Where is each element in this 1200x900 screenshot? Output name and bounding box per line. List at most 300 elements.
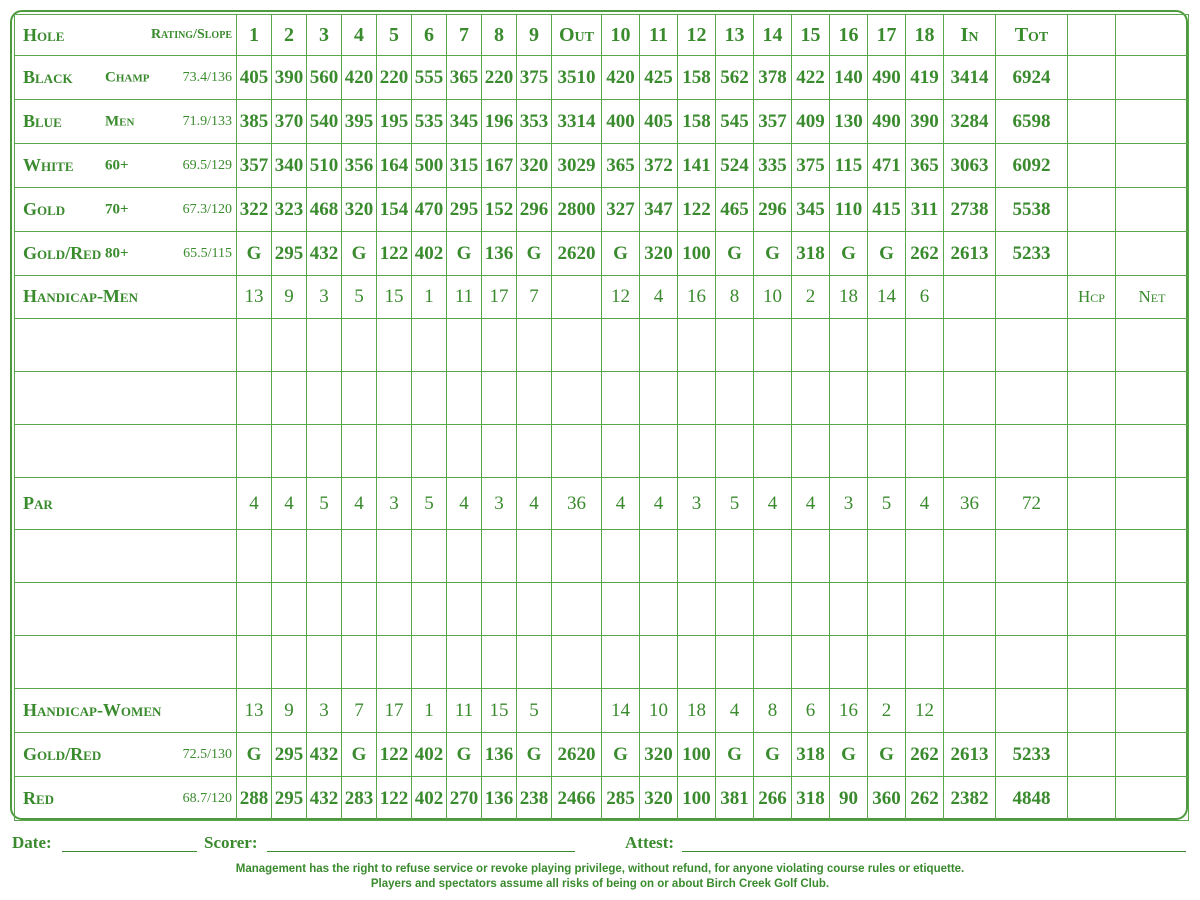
- handicap-women-front-2: 9: [272, 689, 307, 733]
- score-cell[interactable]: [944, 425, 996, 478]
- score-cell[interactable]: [792, 530, 830, 583]
- yardage-front-3: 540: [307, 100, 342, 144]
- tee-row: [15, 144, 1189, 188]
- handicap-women-front-6: 1: [412, 689, 447, 733]
- yardage-back-12: 158: [678, 56, 716, 100]
- yardage-front-7: G: [447, 733, 482, 777]
- par-front-1: 4: [237, 478, 272, 530]
- tot-empty: [996, 276, 1068, 319]
- tot-header: Tot: [996, 15, 1068, 56]
- score-cell[interactable]: [377, 636, 412, 689]
- score-cell[interactable]: [482, 583, 517, 636]
- hcp-cell: [1068, 100, 1116, 144]
- score-cell[interactable]: [377, 530, 412, 583]
- hole-number-14: 14: [754, 15, 792, 56]
- score-cell[interactable]: [412, 530, 447, 583]
- score-cell[interactable]: [447, 425, 482, 478]
- score-cell[interactable]: [640, 319, 678, 372]
- yardage-back-11: 320: [640, 733, 678, 777]
- hcp-cell: [1068, 777, 1116, 821]
- yardage-back-18: 390: [906, 100, 944, 144]
- notice-line-2: Players and spectators assume all risks of being on or about Birch Creek Golf Club.: [370, 878, 830, 890]
- score-cell[interactable]: [482, 425, 517, 478]
- score-cell[interactable]: [412, 636, 447, 689]
- yardage-back-17: 471: [868, 144, 906, 188]
- yardage-back-16: 110: [830, 188, 868, 232]
- handicap-men-front-1: 13: [237, 276, 272, 319]
- handicap-men-back-10: 12: [602, 276, 640, 319]
- yardage-front-1: 288: [237, 777, 272, 821]
- yardage-front-6: 402: [412, 232, 447, 276]
- score-cell[interactable]: [792, 583, 830, 636]
- score-cell[interactable]: [1116, 319, 1189, 372]
- score-cell[interactable]: [996, 425, 1068, 478]
- score-cell[interactable]: [640, 372, 678, 425]
- yardage-back-14: G: [754, 232, 792, 276]
- yardage-back-10: 285: [602, 777, 640, 821]
- yardage-back-10: 365: [602, 144, 640, 188]
- score-cell[interactable]: [868, 583, 906, 636]
- player-name-cell[interactable]: [15, 530, 237, 583]
- score-cell[interactable]: [552, 319, 602, 372]
- net-cell: [1116, 232, 1189, 276]
- handicap-men-back-12: 16: [678, 276, 716, 319]
- out-header: Out: [552, 15, 602, 56]
- yardage-back-11: 405: [640, 100, 678, 144]
- hcp-cell: [1068, 733, 1116, 777]
- score-cell[interactable]: [342, 425, 377, 478]
- score-cell[interactable]: [906, 530, 944, 583]
- score-cell[interactable]: [602, 583, 640, 636]
- score-cell[interactable]: [716, 425, 754, 478]
- hcp-cell: [1068, 56, 1116, 100]
- yardage-front-5: 220: [377, 56, 412, 100]
- score-cell[interactable]: [906, 636, 944, 689]
- in-total: 2613: [944, 232, 996, 276]
- par-front-6: 5: [412, 478, 447, 530]
- yardage-back-14: 378: [754, 56, 792, 100]
- score-cell[interactable]: [792, 319, 830, 372]
- score-cell[interactable]: [830, 425, 868, 478]
- score-cell[interactable]: [678, 530, 716, 583]
- score-cell[interactable]: [906, 372, 944, 425]
- score-cell[interactable]: [678, 319, 716, 372]
- yardage-back-17: G: [868, 733, 906, 777]
- score-cell[interactable]: [307, 583, 342, 636]
- tee-name: Blue: [23, 110, 62, 131]
- yardage-front-6: 402: [412, 733, 447, 777]
- in-total: 2613: [944, 733, 996, 777]
- yardage-back-13: 465: [716, 188, 754, 232]
- header-row: [15, 15, 1189, 56]
- score-cell[interactable]: [1068, 530, 1116, 583]
- player-name-cell[interactable]: [15, 636, 237, 689]
- net-cell: [1116, 56, 1189, 100]
- score-cell[interactable]: [517, 319, 552, 372]
- score-cell[interactable]: [1068, 372, 1116, 425]
- yardage-front-9: 353: [517, 100, 552, 144]
- score-entry-row: [15, 425, 1189, 478]
- par-row: [15, 478, 1189, 530]
- score-cell[interactable]: [237, 319, 272, 372]
- yardage-back-18: 365: [906, 144, 944, 188]
- yardage-front-4: 356: [342, 144, 377, 188]
- score-cell[interactable]: [868, 319, 906, 372]
- hole-number-1: 1: [237, 15, 272, 56]
- score-cell[interactable]: [1116, 372, 1189, 425]
- tee-rating: 71.9/133: [182, 113, 232, 129]
- score-cell[interactable]: [792, 636, 830, 689]
- in-total: 3063: [944, 144, 996, 188]
- date-field[interactable]: [62, 851, 197, 852]
- score-cell[interactable]: [906, 583, 944, 636]
- out-total: 2620: [552, 733, 602, 777]
- yardage-back-14: 357: [754, 100, 792, 144]
- yardage-front-9: 238: [517, 777, 552, 821]
- score-cell[interactable]: [307, 636, 342, 689]
- score-cell[interactable]: [237, 530, 272, 583]
- score-cell[interactable]: [272, 583, 307, 636]
- score-cell[interactable]: [447, 583, 482, 636]
- yardage-front-6: 535: [412, 100, 447, 144]
- tot-total: 5233: [996, 232, 1068, 276]
- score-cell[interactable]: [906, 319, 944, 372]
- handicap-men-row: [15, 276, 1189, 319]
- hole-number-4: 4: [342, 15, 377, 56]
- score-cell[interactable]: [868, 372, 906, 425]
- score-cell[interactable]: [552, 636, 602, 689]
- par-front-5: 3: [377, 478, 412, 530]
- score-cell[interactable]: [996, 636, 1068, 689]
- hole-number-11: 11: [640, 15, 678, 56]
- score-cell[interactable]: [754, 425, 792, 478]
- score-cell[interactable]: [342, 636, 377, 689]
- score-cell[interactable]: [1068, 583, 1116, 636]
- attest-field[interactable]: [682, 851, 1186, 852]
- yardage-back-12: 141: [678, 144, 716, 188]
- score-cell[interactable]: [830, 319, 868, 372]
- hole-label: Hole: [23, 24, 65, 45]
- tee-rating: 68.7/120: [182, 790, 232, 806]
- score-cell[interactable]: [944, 636, 996, 689]
- score-cell[interactable]: [716, 530, 754, 583]
- yardage-front-5: 164: [377, 144, 412, 188]
- score-cell[interactable]: [552, 530, 602, 583]
- score-cell[interactable]: [716, 372, 754, 425]
- score-cell[interactable]: [1068, 425, 1116, 478]
- score-cell[interactable]: [342, 372, 377, 425]
- handicap-men-back-15: 2: [792, 276, 830, 319]
- tot-empty: [996, 689, 1068, 733]
- yardage-back-17: 490: [868, 100, 906, 144]
- score-cell[interactable]: [640, 425, 678, 478]
- yardage-front-2: 295: [272, 232, 307, 276]
- score-cell[interactable]: [1068, 319, 1116, 372]
- par-text: Par: [23, 492, 53, 513]
- yardage-back-14: 266: [754, 777, 792, 821]
- yardage-back-12: 100: [678, 733, 716, 777]
- score-cell[interactable]: [1068, 636, 1116, 689]
- score-cell[interactable]: [412, 583, 447, 636]
- score-cell[interactable]: [237, 425, 272, 478]
- yardage-front-6: 555: [412, 56, 447, 100]
- player-name-cell[interactable]: [15, 319, 237, 372]
- score-cell[interactable]: [412, 372, 447, 425]
- score-cell[interactable]: [754, 583, 792, 636]
- score-cell[interactable]: [237, 583, 272, 636]
- hole-number-13: 13: [716, 15, 754, 56]
- date-label: Date:: [12, 833, 52, 852]
- score-cell[interactable]: [716, 583, 754, 636]
- tot-total: 4848: [996, 777, 1068, 821]
- score-cell[interactable]: [602, 372, 640, 425]
- score-cell[interactable]: [1116, 530, 1189, 583]
- score-cell[interactable]: [237, 372, 272, 425]
- handicap-women-back-16: 16: [830, 689, 868, 733]
- score-cell[interactable]: [716, 319, 754, 372]
- score-cell[interactable]: [868, 530, 906, 583]
- score-cell[interactable]: [678, 583, 716, 636]
- tee-group: 60+: [105, 157, 129, 173]
- score-cell[interactable]: [754, 372, 792, 425]
- score-cell[interactable]: [552, 372, 602, 425]
- score-cell[interactable]: [602, 636, 640, 689]
- score-cell[interactable]: [602, 319, 640, 372]
- yardage-back-10: G: [602, 232, 640, 276]
- score-cell[interactable]: [237, 636, 272, 689]
- hcp-cell: [1068, 689, 1116, 733]
- in-total: 2382: [944, 777, 996, 821]
- yardage-back-17: G: [868, 232, 906, 276]
- score-cell[interactable]: [342, 319, 377, 372]
- handicap-women-text: Handicap-Women: [23, 699, 162, 720]
- score-cell[interactable]: [482, 319, 517, 372]
- handicap-men-front-2: 9: [272, 276, 307, 319]
- tee-group: 80+: [105, 245, 129, 261]
- hcp-cell: [1068, 232, 1116, 276]
- player-name-cell[interactable]: [15, 425, 237, 478]
- score-cell[interactable]: [1116, 583, 1189, 636]
- yardage-front-9: 320: [517, 144, 552, 188]
- score-cell[interactable]: [906, 425, 944, 478]
- handicap-men-back-11: 4: [640, 276, 678, 319]
- scorer-field[interactable]: [267, 851, 575, 852]
- score-cell[interactable]: [1116, 636, 1189, 689]
- score-cell[interactable]: [754, 530, 792, 583]
- score-cell[interactable]: [830, 636, 868, 689]
- yardage-back-14: 296: [754, 188, 792, 232]
- handicap-men-back-18: 6: [906, 276, 944, 319]
- net-header: Net: [1116, 276, 1189, 319]
- score-cell[interactable]: [307, 372, 342, 425]
- player-name-cell[interactable]: [15, 372, 237, 425]
- yardage-front-5: 122: [377, 777, 412, 821]
- yardage-front-2: 295: [272, 733, 307, 777]
- score-cell[interactable]: [678, 636, 716, 689]
- yardage-back-10: 400: [602, 100, 640, 144]
- score-cell[interactable]: [342, 583, 377, 636]
- score-cell[interactable]: [944, 583, 996, 636]
- yardage-front-1: 405: [237, 56, 272, 100]
- score-cell[interactable]: [678, 372, 716, 425]
- handicap-women-front-9: 5: [517, 689, 552, 733]
- score-cell[interactable]: [868, 425, 906, 478]
- yardage-front-7: G: [447, 232, 482, 276]
- score-cell[interactable]: [552, 583, 602, 636]
- tee-label: [15, 188, 237, 232]
- score-cell[interactable]: [482, 530, 517, 583]
- score-cell[interactable]: [447, 319, 482, 372]
- par-back-11: 4: [640, 478, 678, 530]
- score-cell[interactable]: [754, 636, 792, 689]
- score-cell[interactable]: [307, 425, 342, 478]
- hcp-header: Hcp: [1068, 276, 1116, 319]
- score-cell[interactable]: [678, 425, 716, 478]
- hole-number-7: 7: [447, 15, 482, 56]
- yardage-front-8: 220: [482, 56, 517, 100]
- net-cell: [1116, 777, 1189, 821]
- yardage-front-3: 432: [307, 232, 342, 276]
- score-cell[interactable]: [830, 372, 868, 425]
- score-cell[interactable]: [342, 530, 377, 583]
- score-cell[interactable]: [716, 636, 754, 689]
- yardage-back-15: 345: [792, 188, 830, 232]
- yardage-front-1: 357: [237, 144, 272, 188]
- yardage-back-13: G: [716, 733, 754, 777]
- score-cell[interactable]: [996, 530, 1068, 583]
- score-cell[interactable]: [996, 372, 1068, 425]
- yardage-back-11: 425: [640, 56, 678, 100]
- score-cell[interactable]: [792, 425, 830, 478]
- yardage-front-4: 395: [342, 100, 377, 144]
- score-cell[interactable]: [272, 319, 307, 372]
- hcp-header-empty: [1068, 15, 1116, 56]
- yardage-front-3: 510: [307, 144, 342, 188]
- yardage-back-15: 318: [792, 777, 830, 821]
- score-cell[interactable]: [377, 372, 412, 425]
- score-cell[interactable]: [944, 319, 996, 372]
- yardage-back-10: 420: [602, 56, 640, 100]
- yardage-back-11: 347: [640, 188, 678, 232]
- hole-number-6: 6: [412, 15, 447, 56]
- score-cell[interactable]: [377, 583, 412, 636]
- score-cell[interactable]: [447, 530, 482, 583]
- par-back-15: 4: [792, 478, 830, 530]
- score-cell[interactable]: [754, 319, 792, 372]
- par-back-12: 3: [678, 478, 716, 530]
- handicap-men-front-3: 3: [307, 276, 342, 319]
- score-cell[interactable]: [830, 530, 868, 583]
- yardage-back-12: 100: [678, 232, 716, 276]
- score-cell[interactable]: [996, 583, 1068, 636]
- yardage-front-7: 270: [447, 777, 482, 821]
- handicap-women-label: [15, 689, 237, 733]
- score-cell[interactable]: [307, 530, 342, 583]
- handicap-women-front-8: 15: [482, 689, 517, 733]
- score-cell[interactable]: [272, 425, 307, 478]
- score-cell[interactable]: [517, 583, 552, 636]
- score-cell[interactable]: [412, 425, 447, 478]
- score-cell[interactable]: [602, 530, 640, 583]
- tee-name: Gold/Red: [23, 242, 102, 263]
- score-cell[interactable]: [482, 636, 517, 689]
- in-total: 2738: [944, 188, 996, 232]
- yardage-back-18: 311: [906, 188, 944, 232]
- score-cell[interactable]: [272, 636, 307, 689]
- tee-label: [15, 733, 237, 777]
- score-cell[interactable]: [272, 530, 307, 583]
- yardage-back-10: G: [602, 733, 640, 777]
- score-cell[interactable]: [640, 583, 678, 636]
- par-front-4: 4: [342, 478, 377, 530]
- hole-number-17: 17: [868, 15, 906, 56]
- handicap-women-back-14: 8: [754, 689, 792, 733]
- tee-row: [15, 100, 1189, 144]
- tee-row: [15, 188, 1189, 232]
- yardage-back-15: 422: [792, 56, 830, 100]
- score-cell[interactable]: [447, 636, 482, 689]
- yardage-front-7: 315: [447, 144, 482, 188]
- player-name-cell[interactable]: [15, 583, 237, 636]
- score-cell[interactable]: [944, 530, 996, 583]
- score-cell[interactable]: [944, 372, 996, 425]
- yardage-back-12: 122: [678, 188, 716, 232]
- score-cell[interactable]: [1116, 425, 1189, 478]
- yardage-back-13: G: [716, 232, 754, 276]
- score-cell[interactable]: [517, 372, 552, 425]
- tot-total: 6924: [996, 56, 1068, 100]
- tee-name: Gold/Red: [23, 743, 102, 764]
- score-cell[interactable]: [640, 530, 678, 583]
- score-cell[interactable]: [307, 319, 342, 372]
- net-cell: [1116, 733, 1189, 777]
- hole-number-10: 10: [602, 15, 640, 56]
- score-cell[interactable]: [517, 425, 552, 478]
- score-cell[interactable]: [792, 372, 830, 425]
- score-cell[interactable]: [447, 372, 482, 425]
- score-cell[interactable]: [552, 425, 602, 478]
- yardage-back-18: 262: [906, 232, 944, 276]
- score-cell[interactable]: [640, 636, 678, 689]
- tee-label: [15, 232, 237, 276]
- score-cell[interactable]: [517, 636, 552, 689]
- net-header-empty: [1116, 15, 1189, 56]
- handicap-women-back-15: 6: [792, 689, 830, 733]
- tot-total: 6092: [996, 144, 1068, 188]
- yardage-back-16: G: [830, 733, 868, 777]
- score-cell[interactable]: [272, 372, 307, 425]
- yardage-back-17: 360: [868, 777, 906, 821]
- score-entry-row: [15, 583, 1189, 636]
- handicap-men-text: Handicap-Men: [23, 286, 138, 306]
- yardage-front-3: 432: [307, 733, 342, 777]
- yardage-back-13: 381: [716, 777, 754, 821]
- score-cell[interactable]: [602, 425, 640, 478]
- yardage-front-5: 122: [377, 232, 412, 276]
- score-cell[interactable]: [377, 425, 412, 478]
- tee-rating: 73.4/136: [182, 69, 232, 85]
- score-cell[interactable]: [517, 530, 552, 583]
- score-cell[interactable]: [830, 583, 868, 636]
- notice-line-1: Management has the right to refuse service or revoke playing privilege, without refund, for anyone violating course rules or etiquette.: [235, 863, 965, 875]
- yardage-back-17: 415: [868, 188, 906, 232]
- score-cell[interactable]: [412, 319, 447, 372]
- score-cell[interactable]: [996, 319, 1068, 372]
- yardage-back-13: 545: [716, 100, 754, 144]
- score-cell[interactable]: [868, 636, 906, 689]
- score-cell[interactable]: [482, 372, 517, 425]
- score-cell[interactable]: [377, 319, 412, 372]
